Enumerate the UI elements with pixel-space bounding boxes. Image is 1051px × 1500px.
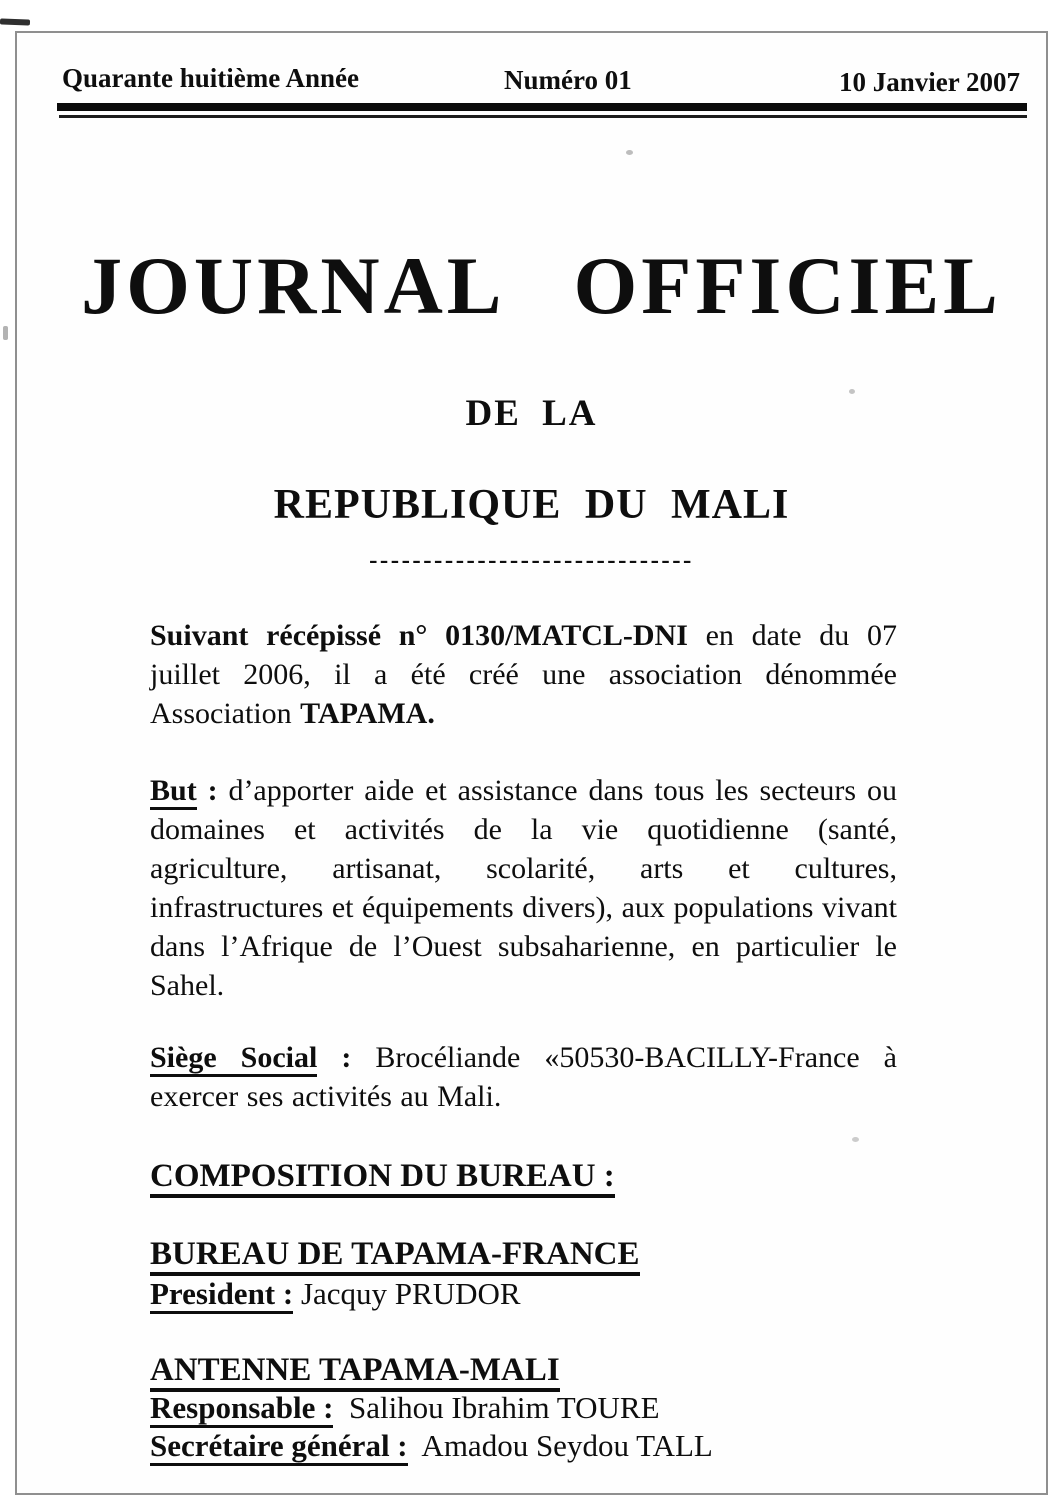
siege-label: Siège Social — [150, 1041, 317, 1077]
section-antenne-mali — [150, 1351, 713, 1465]
header-date: 10 Janvier 2007 — [839, 67, 1020, 97]
bureau-france-heading-text: BUREAU DE TAPAMA-FRANCE — [150, 1236, 640, 1276]
bureau-france-heading — [150, 1235, 640, 1274]
officer-role-label: President : — [150, 1276, 293, 1314]
header-issue-number: Numéro 01 — [504, 65, 632, 95]
paragraph-but — [150, 771, 897, 1005]
header-rule-thick — [57, 103, 1027, 111]
section-bureau-france — [150, 1235, 640, 1313]
dashed-separator: ------------------------------ — [369, 547, 694, 574]
scan-artifact — [852, 1137, 859, 1142]
but-body: d’apporter aide et assistance dans tous les secteurs ou domaines et activités de la vie quotidienne (santé, agriculture, artisanat, scolarité, arts et cultures, infrastructures et équipements divers), aux populations vivant dans l’Afrique de l’Ouest subsaharienne, en particulier le Sahel. — [150, 774, 897, 1002]
header-edition-year: Quarante huitième Année — [62, 63, 359, 93]
officer-row — [150, 1274, 640, 1313]
scan-artifact — [626, 150, 633, 155]
section-composition-heading — [150, 1156, 615, 1196]
officer-role-label: Secrétaire général : — [150, 1428, 408, 1466]
paragraph-recepisse — [150, 616, 897, 733]
recepisse-bold-tail: TAPAMA. — [300, 697, 435, 730]
but-colon: : — [196, 774, 218, 807]
officer-row — [150, 1389, 713, 1427]
siege-colon: : — [317, 1041, 352, 1074]
siege-body: Brocéliande «50530-BACILLY-France à exercer ses activités au Mali. — [150, 1041, 897, 1113]
scanned-page — [15, 31, 1048, 1495]
officer-name: Amadou Seydou TALL — [407, 1428, 713, 1463]
journal-subtitle-de-la: DE LA — [465, 393, 598, 434]
antenne-mali-heading-text: ANTENNE TAPAMA-MALI — [150, 1352, 560, 1392]
scan-artifact — [849, 389, 855, 394]
journal-subtitle-republique: REPUBLIQUE DU MALI — [273, 482, 790, 528]
header-rule-thin — [59, 115, 1027, 118]
officer-row — [150, 1427, 713, 1465]
officer-name: Jacquy PRUDOR — [293, 1276, 521, 1311]
officer-name: Salihou Ibrahim TOURE — [333, 1390, 660, 1425]
but-label: But — [150, 774, 197, 810]
recepisse-bold-lead: Suivant récépissé n° 0130/MATCL-DNI — [150, 619, 688, 652]
journal-title: JOURNAL OFFICIEL — [81, 240, 1002, 331]
composition-heading-text: COMPOSITION DU BUREAU : — [150, 1158, 615, 1198]
scan-artifact — [3, 326, 8, 340]
officer-role-label: Responsable : — [150, 1390, 333, 1428]
paragraph-siege-social — [150, 1038, 897, 1116]
antenne-mali-heading — [150, 1351, 713, 1389]
recepisse-middle: en date du 07 juillet 2006, il a été créé une association dénommée Association — [150, 619, 898, 730]
scan-artifact — [0, 18, 30, 25]
